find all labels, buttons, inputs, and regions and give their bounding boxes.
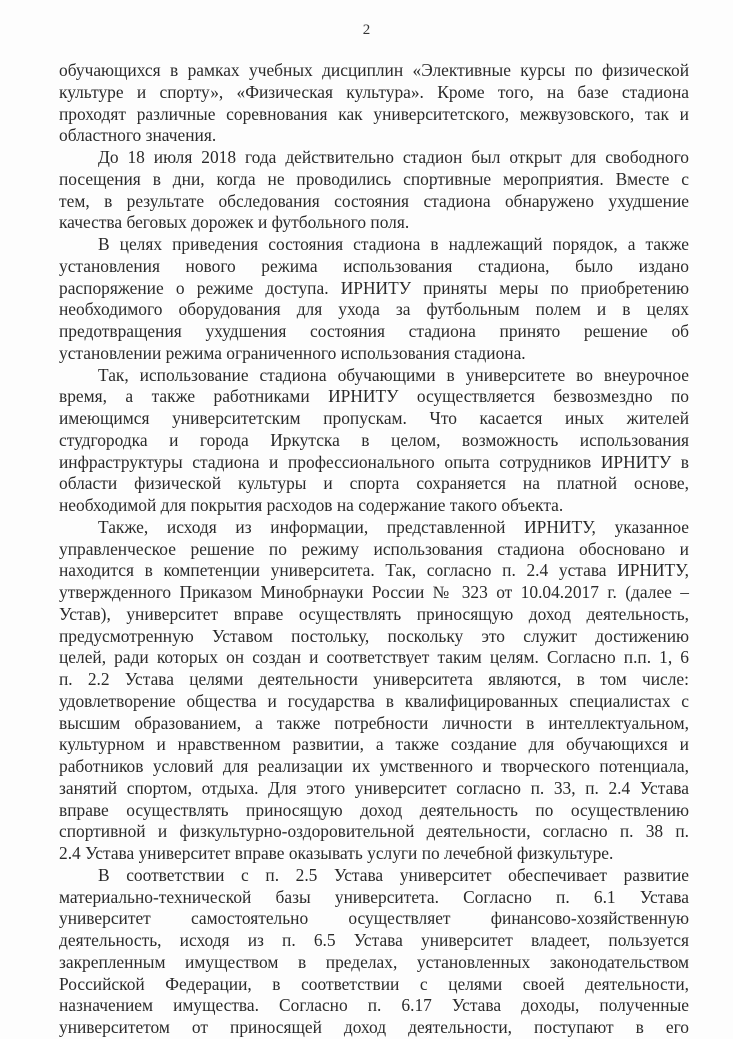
text-line: Российской Федерации, в соответствии с целями своей деятельности,: [59, 973, 689, 994]
text-line: инфраструктуры стадиона и профессионального опыта сотрудников ИРНИТУ в: [59, 451, 689, 472]
text-line: материально-технической базы университета. Согласно п. 6.1 Устава: [59, 886, 689, 907]
text-line: Также, исходя из информации, представленной ИРНИТУ, указанное: [98, 516, 689, 537]
text-line: предотвращения ухудшения состояния стадиона принято решение об: [59, 321, 689, 341]
text-line: областного значения.: [59, 125, 217, 146]
text-line: культурном и нравственном развитии, а также создание для обучающихся и: [59, 734, 689, 755]
text-line: В соответствии с п. 2.5 Устава университет обеспечивает развитие: [98, 864, 689, 885]
text-line: До 18 июля 2018 года действительно стадион был открыт для свободного: [98, 147, 689, 167]
text-line: деятельность, исходя из п. 6.5 Устава университет владеет, пользуется: [59, 930, 689, 950]
text-line: время, а также работниками ИРНИТУ осуществляется безвозмездно по: [59, 386, 689, 407]
text-line: находится в компетенции университета. Так, согласно п. 2.4 устава ИРНИТУ,: [59, 560, 689, 581]
text-line: студгородка и города Иркутска в целом, возможность использования: [59, 429, 689, 450]
text-line: установлении режима ограниченного использования стадиона.: [59, 342, 526, 363]
text-line: целей, ради которых он создан и соответствует таким целям. Согласно п.п. 1, 6: [59, 647, 689, 668]
text-line: культуре и спорту», «Физическая культура». Кроме того, на базе стадиона: [59, 81, 689, 102]
text-line: необходимой для покрытия расходов на содержание такого объекта.: [59, 495, 564, 515]
text-line: университетом от приносящей доход деятельности, поступают в его: [59, 1017, 689, 1037]
text-line: 2.4 Устава университет вправе оказывать услуги по лечебной физкультуре.: [59, 843, 614, 863]
text-line: высшим образованием, а также потребности личности в интеллектуальном,: [59, 712, 689, 733]
text-line: занятий спортом, отдыха. Для этого университет согласно п. 33, п. 2.4 Устава: [59, 777, 689, 798]
text-line: назначением имущества. Согласно п. 6.17 Устава доходы, полученные: [59, 995, 689, 1016]
text-line: предусмотренную Уставом постольку, поскольку это служит достижению: [59, 625, 689, 646]
text-line: установления нового режима использования стадиона, было издано: [59, 255, 689, 276]
text-line: качества беговых дорожек и футбольного поля.: [59, 212, 410, 233]
text-line: обучающихся в рамках учебных дисциплин «Элективные курсы по физической: [59, 60, 689, 80]
text-line: работников условий для реализации их умственного и творческого потенциала,: [59, 756, 689, 776]
text-line: утвержденного Приказом Минобрнауки России № 323 от 10.04.2017 г. (далее –: [59, 582, 689, 602]
text-line: посещения в дни, когда не проводились спортивные мероприятия. Вместе с: [59, 168, 689, 189]
text-line: тем, в результате обследования состояния стадиона обнаружено ухудшение: [59, 190, 689, 211]
text-line: Устав), университет вправе осуществлять приносящую доход деятельность,: [59, 603, 689, 624]
text-line: распоряжение о режиме доступа. ИРНИТУ приняты меры по приобретению: [59, 277, 689, 298]
text-line: п. 2.2 Устава целями деятельности университета являются, в том числе:: [59, 669, 689, 689]
text-line: области физической культуры и спорта сохраняется на платной основе,: [59, 473, 689, 494]
text-line: имеющимся университетским пропускам. Что касается иных жителей: [59, 408, 689, 428]
text-line: проходят различные соревнования как университетского, межвузовского, так и: [59, 103, 689, 124]
text-line: спортивной и физкультурно-оздоровительной деятельности, согласно п. 38 п.: [59, 821, 689, 842]
document-body: [59, 60, 689, 1039]
text-line: закрепленным имуществом в пределах, установленных законодательством: [59, 951, 689, 972]
text-line: В целях приведения состояния стадиона в надлежащий порядок, а также: [98, 234, 689, 254]
text-line: необходимого оборудования для ухода за футбольным полем и в целях: [59, 299, 689, 320]
text-line: Так, использование стадиона обучающими в университете во внеурочное: [98, 364, 689, 385]
text-line: университет самостоятельно осуществляет финансово-хозяйственную: [59, 908, 689, 929]
text-line: удовлетворение общества и государства в квалифицированных специалистах с: [59, 690, 689, 711]
text-line: управленческое решение по режиму использования стадиона обосновано и: [59, 538, 689, 559]
page-number: 2: [362, 22, 371, 38]
text-line: вправе осуществлять приносящую доход деятельность по осуществлению: [59, 799, 689, 820]
